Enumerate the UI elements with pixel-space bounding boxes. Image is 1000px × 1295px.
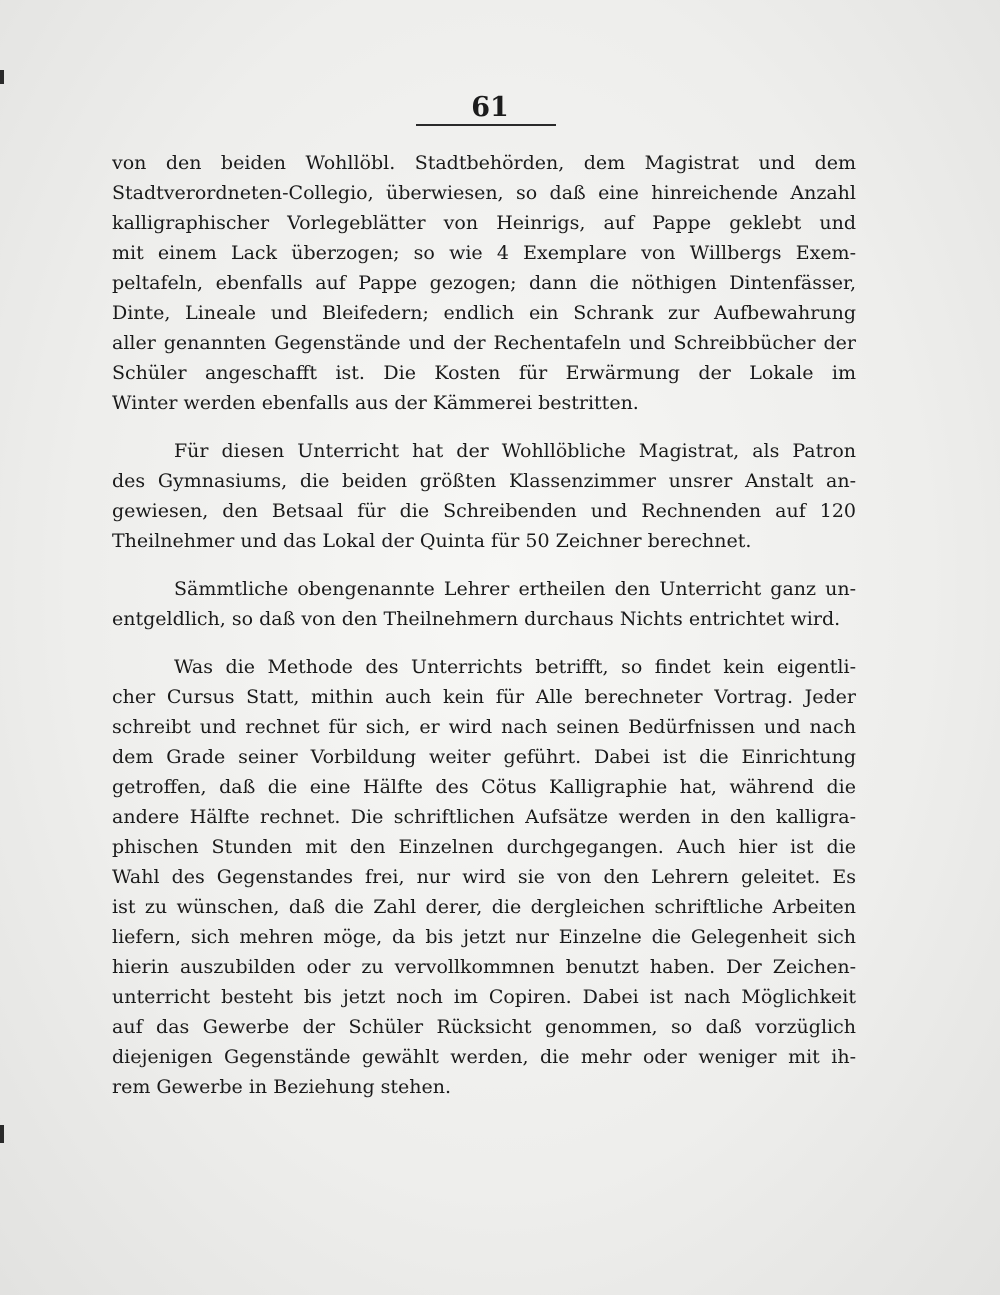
text-line: gewiesen, den Betsaal für die Schreibenden und Rechnenden auf 120 xyxy=(112,500,856,522)
text-line: Stadtverordneten-Collegio, überwiesen, so daß eine hinreichende Anzahl xyxy=(112,182,856,204)
text-line: hierin auszubilden oder zu vervollkommnen benutzt haben. Der Zeichen- xyxy=(112,956,856,978)
page-edge-mark xyxy=(0,70,4,84)
text-line: Theilnehmer und das Lokal der Quinta für 50 Zeichner berechnet. xyxy=(112,530,752,552)
paragraph-gap xyxy=(112,556,856,574)
paragraph xyxy=(112,652,856,1102)
text-line: Für diesen Unterricht hat der Wohllöbliche Magistrat, als Patron xyxy=(174,440,856,462)
text-line: rem Gewerbe in Beziehung stehen. xyxy=(112,1076,452,1098)
page-edge-mark xyxy=(0,1125,4,1143)
text-line: phischen Stunden mit den Einzelnen durchgegangen. Auch hier ist die xyxy=(112,836,856,858)
text-line: mit einem Lack überzogen; so wie 4 Exemplare von Willbergs Exem- xyxy=(112,242,856,264)
text-line: Dinte, Lineale und Bleifedern; endlich ein Schrank zur Aufbewahrung xyxy=(112,302,856,324)
text-line: Sämmtliche obengenannte Lehrer ertheilen den Unterricht ganz un- xyxy=(174,578,856,600)
text-line: dem Grade seiner Vorbildung weiter geführt. Dabei ist die Einrichtung xyxy=(112,746,856,768)
text-line: andere Hälfte rechnet. Die schriftlichen Aufsätze werden in den kalligra- xyxy=(112,806,856,828)
page-number: 61 xyxy=(471,92,509,123)
text-line: Was die Methode des Unterrichts betrifft, so findet kein eigentli- xyxy=(174,656,856,678)
text-line: liefern, sich mehren möge, da bis jetzt nur Einzelne die Gelegenheit sich xyxy=(112,926,856,948)
text-line: schreibt und rechnet für sich, er wird nach seinen Bedürfnissen und nach xyxy=(112,716,856,738)
paragraph xyxy=(112,574,856,634)
text-line: Winter werden ebenfalls aus der Kämmerei bestritten. xyxy=(112,392,639,414)
text-line: aller genannten Gegenstände und der Rechentafeln und Schreibbücher der xyxy=(112,332,856,354)
paragraph xyxy=(112,148,856,418)
text-line: unterricht besteht bis jetzt noch im Copiren. Dabei ist nach Möglichkeit xyxy=(112,986,856,1008)
text-line: diejenigen Gegenstände gewählt werden, die mehr oder weniger mit ih- xyxy=(112,1046,856,1068)
text-line: Schüler angeschafft ist. Die Kosten für Erwärmung der Lokale im xyxy=(112,362,856,384)
body-text xyxy=(112,148,856,1102)
paragraph xyxy=(112,436,856,556)
text-line: peltafeln, ebenfalls auf Pappe gezogen; dann die nöthigen Dintenfässer, xyxy=(112,272,856,294)
paragraph-gap xyxy=(112,634,856,652)
text-line: getroffen, daß die eine Hälfte des Cötus Kalligraphie hat, während die xyxy=(112,776,856,798)
text-line: entgeldlich, so daß von den Theilnehmern durchaus Nichts entrichtet wird. xyxy=(112,608,841,630)
text-line: von den beiden Wohllöbl. Stadtbehörden, dem Magistrat und dem xyxy=(112,152,856,174)
text-line: des Gymnasiums, die beiden größten Klassenzimmer unsrer Anstalt an- xyxy=(112,470,856,492)
text-line: auf das Gewerbe der Schüler Rücksicht genommen, so daß vorzüglich xyxy=(112,1016,856,1038)
text-line: Wahl des Gegenstandes frei, nur wird sie von den Lehrern geleitet. Es xyxy=(112,866,856,888)
text-line: cher Cursus Statt, mithin auch kein für Alle berechneter Vortrag. Jeder xyxy=(112,686,856,708)
text-line: ist zu wünschen, daß die Zahl derer, die dergleichen schriftliche Arbeiten xyxy=(112,896,856,918)
header-rule xyxy=(416,124,556,126)
text-line: kalligraphischer Vorlegeblätter von Heinrigs, auf Pappe geklebt und xyxy=(112,212,856,234)
paragraph-gap xyxy=(112,418,856,436)
